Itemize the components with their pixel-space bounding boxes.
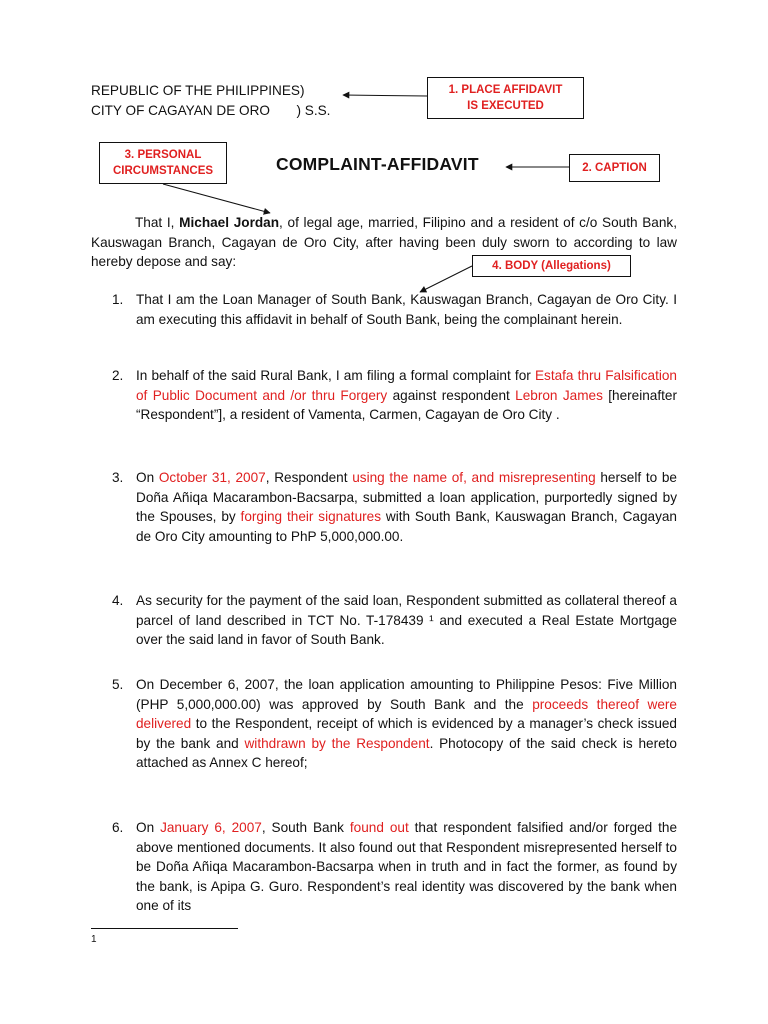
highlighted-phrase: Estafa thru Falsification of Public Document and /or thru Forgery: [136, 368, 677, 403]
arrow-place: [343, 95, 427, 96]
allegation-text: [136, 366, 677, 425]
allegation-item: [112, 818, 677, 916]
allegation-number: 2.: [112, 368, 124, 383]
affiant-name: Michael Jordan: [179, 215, 280, 230]
venue-block: [91, 81, 330, 121]
allegation-text: [136, 818, 677, 916]
allegation-item: [112, 675, 677, 773]
highlighted-phrase: proceeds thereof were delivered: [136, 696, 677, 732]
highlighted-phrase: withdrawn by the Respondent: [244, 735, 430, 751]
footnote-number: 1: [91, 934, 97, 945]
callout-personal-line1: 3. PERSONAL: [124, 149, 202, 161]
allegation-item: [112, 468, 677, 546]
highlighted-phrase: forging their signatures: [240, 509, 382, 525]
callout-place-line2: IS EXECUTED: [467, 100, 544, 112]
allegation-number: 3.: [112, 470, 124, 485]
intro-paragraph: [91, 213, 677, 272]
highlighted-phrase: January 6, 2007: [160, 820, 262, 835]
allegation-item: [112, 366, 677, 425]
allegation-number: 1.: [112, 292, 124, 307]
callout-place-executed: [427, 77, 584, 119]
intro-rest: , of legal age, married, Filipino and a resident of c/o South Bank, Kauswagan Branch, Cagayan de Oro City, after having been duly sworn to according to law hereby depose and say:: [91, 215, 677, 270]
text-run: That I am the Loan Manager of South Bank, Kauswagan Branch, Cagayan de Oro City. I am executing this affidavit in behalf of South Bank, being the complainant herein.: [136, 292, 677, 327]
allegation-text: [136, 591, 677, 650]
allegation-text: [136, 675, 677, 773]
highlighted-phrase: Lebron James: [515, 387, 603, 403]
callout-place-line1: 1. PLACE AFFIDAVIT: [448, 84, 563, 96]
allegation-item: [112, 290, 677, 329]
allegation-number: 5.: [112, 677, 124, 692]
text-run: that respondent falsified and/or forged the above mentioned documents. It also found out that Respondent misrepresented herself to be Doña Añiqa Macarambon-Bacsarpa when in truth and in fact the former, as found by the bank, is Apipa G. Guro. Respondent’s real identity was discovered by the bank when one of its: [136, 820, 678, 914]
document-title: COMPLAINT-AFFIDAVIT: [276, 154, 479, 174]
allegation-number: 4.: [112, 593, 124, 608]
callout-caption: 2. CAPTION: [569, 154, 660, 182]
text-run: On: [136, 820, 161, 835]
callout-personal-circumstances: [99, 142, 227, 184]
text-run: In behalf of the said Rural Bank, I am filing a formal complaint for: [136, 368, 535, 383]
allegation-number: 6.: [112, 820, 124, 835]
text-run: , South Bank: [261, 820, 350, 835]
text-run: herself to be Doña Añiqa Macarambon-Bacsarpa, submitted a loan application, purportedly signed by the Spouses, by: [136, 470, 677, 525]
text-run: to the Respondent, receipt of which is evidenced by a manager’s check issued by the bank and: [136, 716, 677, 751]
footnote-rule: [91, 928, 238, 929]
venue-line-city: CITY OF CAGAYAN DE ORO ) S.S.: [91, 103, 331, 118]
allegation-item: [112, 591, 677, 650]
intro-prefix: That I,: [135, 215, 180, 230]
allegation-text: [136, 290, 677, 329]
arrow-personal: [163, 184, 270, 213]
callout-body-allegations: 4. BODY (Allegations): [472, 255, 631, 277]
text-run: with South Bank, Kauswagan Branch, Cagayan de Oro City amounting to PhP 5,000,000.00.: [136, 509, 677, 544]
highlighted-phrase: found out: [349, 820, 409, 835]
callout-personal-line2: CIRCUMSTANCES: [112, 165, 214, 177]
allegation-text: [136, 468, 677, 546]
text-run: . Photocopy of the said check is hereto attached as Annex C hereof;: [136, 735, 677, 771]
text-run: [hereinafter “Respondent”], a resident of Vamenta, Carmen, Cagayan de Oro City .: [136, 387, 677, 423]
text-run: On: [136, 470, 159, 485]
highlighted-phrase: October 31, 2007: [158, 470, 266, 485]
text-run: As security for the payment of the said loan, Respondent submitted as collateral thereof a parcel of land described in TCT No. T-178439 ¹ and executed a Real Estate Mortgage over the said land in favor of South Bank.: [136, 593, 677, 648]
text-run: against respondent: [387, 387, 516, 403]
venue-line-republic: REPUBLIC OF THE PHILIPPINES): [91, 83, 305, 98]
text-run: On December 6, 2007, the loan application amounting to Philippine Pesos: Five Million (PHP 5,000,000.00) was approved by South Bank and the: [136, 677, 677, 712]
highlighted-phrase: using the name of, and misrepresenting: [352, 470, 596, 485]
text-run: , Respondent: [265, 470, 353, 485]
